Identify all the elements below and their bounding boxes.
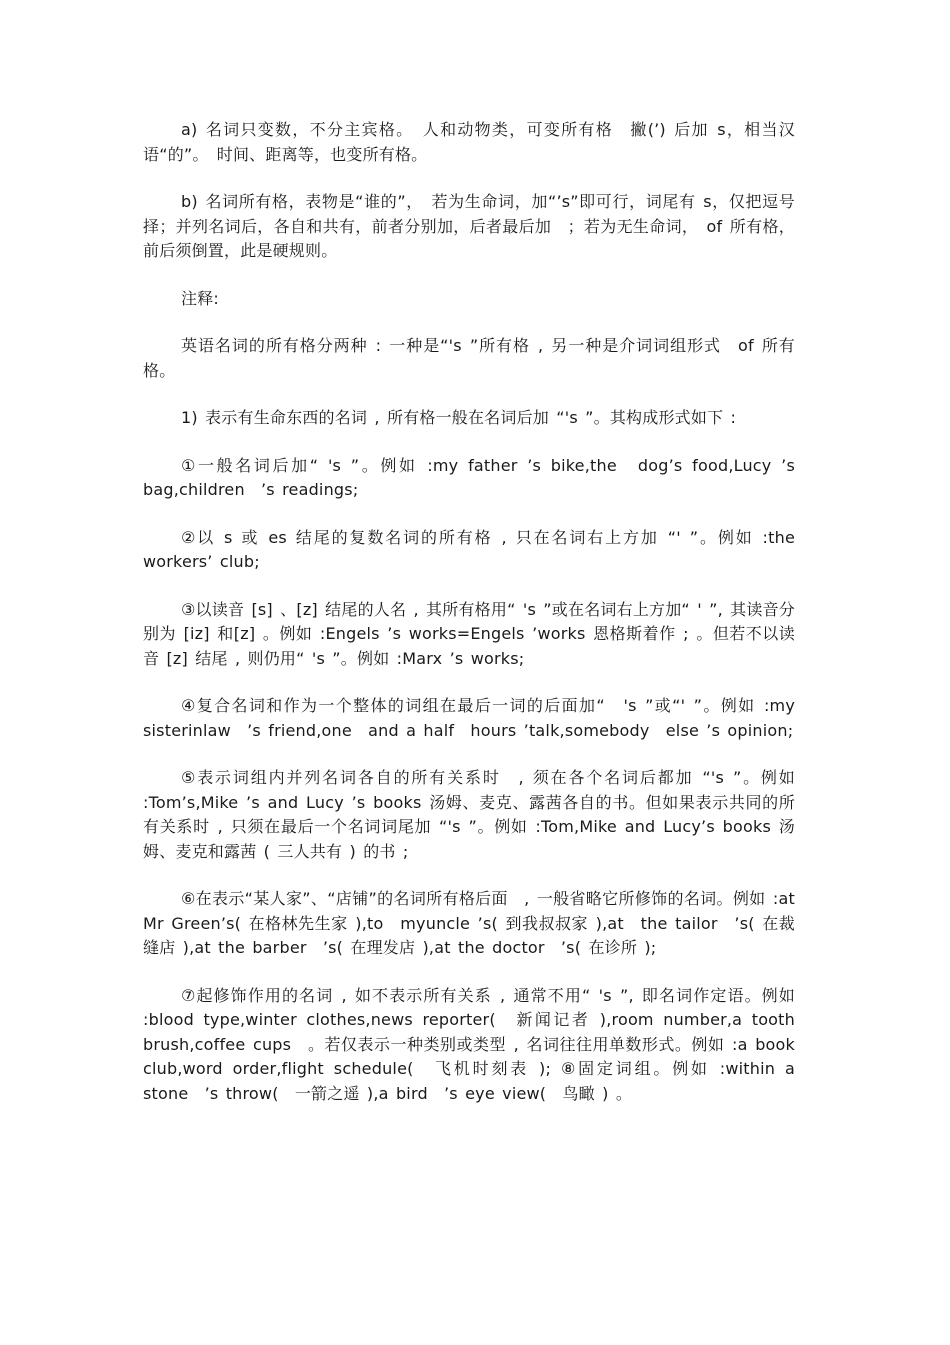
rule-a-paragraph: a) 名词只变数，不分主宾格。 人和动物类，可变所有格 撇(’) 后加 s，相当汉语“的”。 时间、距离等，也变所有格。 — [143, 120, 795, 164]
item-5-paragraph: ⑤表示词组内并列名词各自的所有关系时 , 须在各个名词后都加 “'s ”。例如 :Tom’s,Mike ’s and Lucy ’s books 汤姆、麦克、露茜各自的书。但如果表示共同的所有关系时 , 只须在最后一个名词词尾加 “'s ”。例如 :Tom,Mike and Lucy’s books 汤姆、麦克和露茜 ( 三人共有 ) 的书 ; — [143, 768, 795, 861]
item-2-paragraph: ②以 s 或 es 结尾的复数名词的所有格 , 只在名词右上方加 “' ”。例如 :the workers’ club; — [143, 527, 795, 571]
intro-paragraph: 英语名词的所有格分两种 : 一种是“'s ”所有格 , 另一种是介词词组形式 of 所有格。 — [143, 336, 795, 380]
item-1-paragraph: ①一般名词后加“ 's ”。例如 :my father ’s bike,the dog’s food,Lucy ’s bag,children ’s readings; — [143, 455, 795, 499]
document-body — [143, 118, 812, 1129]
notes-heading: 注释: — [181, 288, 219, 308]
item-7-paragraph: ⑦起修饰作用的名词 , 如不表示所有关系 , 通常不用“ 's ”, 即名词作定语。例如 :blood type,winter clothes,news reporter( 新闻记者 ),room number,a tooth brush,coffee cups 。若仅表示一种类别或类型 , 名词往往用单数形式。例如 :a book club,word order,flight schedule( 飞机时刻表 ); ⑧固定词组。例如 :within a stone ’s throw( 一箭之遥 ),a bird ’s eye view( 鸟瞰 ) 。 — [143, 985, 795, 1103]
item-3-paragraph: ③以读音 [s] 、[z] 结尾的人名 , 其所有格用“ 's ”或在名词右上方加“ ' ”, 其读音分别为 [iz] 和[z] 。例如 :Engels ’s works=Engels ’works 恩格斯着作 ; 。但若不以读音 [z] 结尾 , 则仍用“ 's ”。例如 :Marx ’s works; — [143, 599, 795, 668]
item-4-paragraph: ④复合名词和作为一个整体的词组在最后一词的后面加“ 's ”或“' ”。例如 :my sisterinlaw ’s friend,one and a half hours ’talk,somebody else ’s opinion; — [143, 696, 795, 740]
item-6-paragraph: ⑥在表示“某人家”、“店铺”的名词所有格后面 , 一般省略它所修饰的名词。例如 :at Mr Green’s( 在格林先生家 ),to myuncle ’s( 到我叔叔家 ),at the tailor ’s( 在裁缝店 ),at the barber ’s( 在理发店 ),at the doctor ’s( 在诊所 ); — [143, 889, 812, 957]
rule-b-paragraph: b) 名词所有格，表物是“谁的”， 若为生命词，加“’s”即可行，词尾有 s，仅把逗号择；并列名词后，各自和共有，前者分别加，后者最后加 ；若为无生命词， of 所有格，前后须倒置，此是硬规则。 — [143, 192, 795, 260]
point-1-paragraph: 1) 表示有生命东西的名词 , 所有格一般在名词后加 “'s ”。其构成形式如下 : — [181, 408, 737, 427]
